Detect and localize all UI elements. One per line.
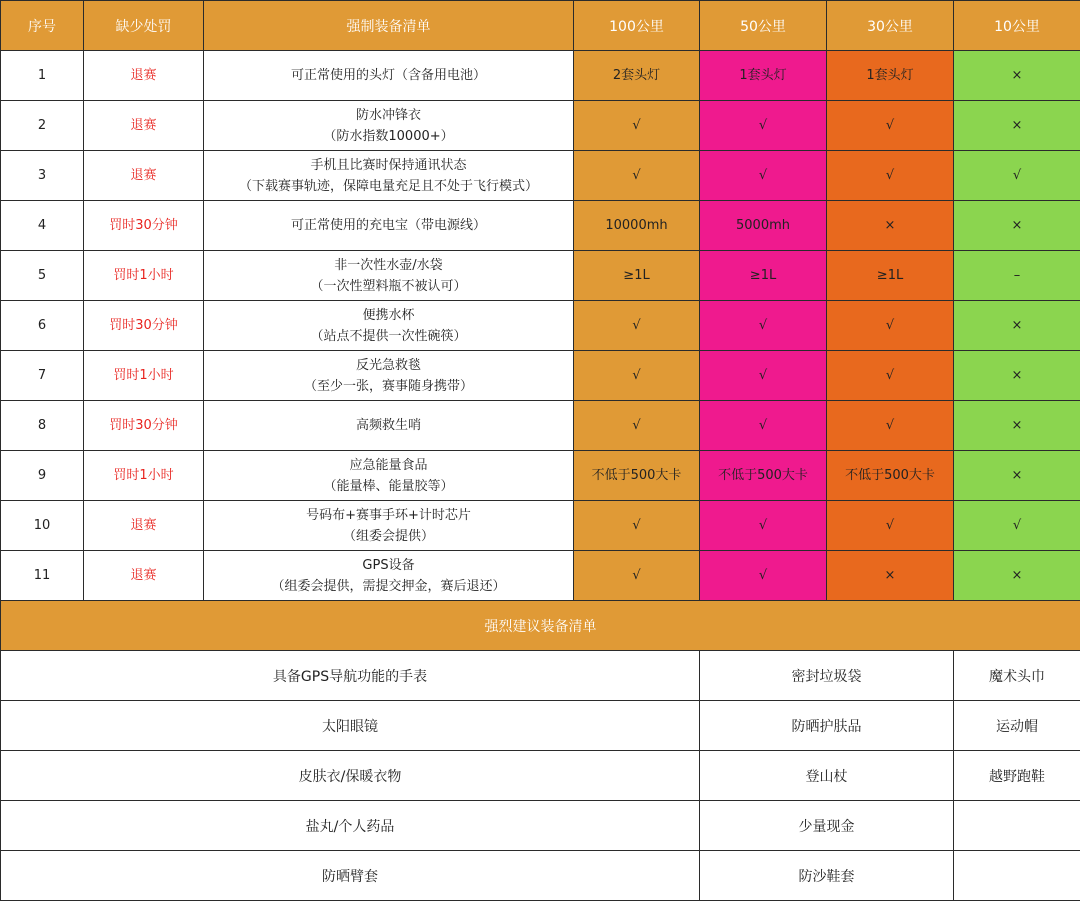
cell-50km: √ [700, 101, 827, 151]
recommended-title-row [1, 601, 1080, 651]
recommended-item: 盐丸/个人药品 [1, 801, 700, 851]
cell-30km: √ [827, 351, 954, 401]
row-number: 1 [1, 51, 84, 101]
item-cell [204, 401, 574, 451]
penalty-cell: 退赛 [84, 151, 204, 201]
item-line: （站点不提供一次性碗筷） [310, 328, 467, 344]
cell-10km: × [954, 301, 1080, 351]
cell-100km: √ [574, 351, 700, 401]
table-row [1, 151, 1080, 201]
header-50km: 50公里 [700, 1, 827, 51]
item-line: （一次性塑料瓶不被认可） [310, 278, 467, 294]
item-cell [204, 351, 574, 401]
item-line: （防水指数10000+） [323, 128, 454, 144]
item-line: （至少一张，赛事随身携带） [303, 378, 473, 394]
item-line: （下载赛事轨迹，保障电量充足且不处于飞行模式） [238, 178, 538, 194]
cell-50km: √ [700, 301, 827, 351]
item-cell [204, 301, 574, 351]
recommended-item [954, 851, 1080, 901]
row-number: 2 [1, 101, 84, 151]
cell-10km: × [954, 401, 1080, 451]
mandatory-body [1, 51, 1080, 601]
item-cell [204, 201, 574, 251]
item-line: 应急能量食品 [349, 457, 428, 473]
cell-50km: 1套头灯 [700, 51, 827, 101]
penalty-cell: 罚时1小时 [84, 351, 204, 401]
item-cell [204, 501, 574, 551]
item-line: 防水冲锋衣 [355, 107, 421, 123]
penalty-cell: 罚时1小时 [84, 451, 204, 501]
recommended-item: 登山杖 [700, 751, 954, 801]
table-row [1, 551, 1080, 601]
item-cell [204, 101, 574, 151]
cell-50km: √ [700, 501, 827, 551]
item-line: 可正常使用的充电宝（带电源线） [290, 218, 486, 233]
table-row [1, 501, 1080, 551]
recommended-item [954, 801, 1080, 851]
cell-10km: × [954, 51, 1080, 101]
item-line: 高频救生哨 [355, 418, 421, 433]
header-100km: 100公里 [574, 1, 700, 51]
item-cell [204, 51, 574, 101]
cell-10km: × [954, 351, 1080, 401]
row-number: 3 [1, 151, 84, 201]
recommended-item: 运动帽 [954, 701, 1080, 751]
row-number: 8 [1, 401, 84, 451]
cell-30km: √ [827, 101, 954, 151]
item-cell [204, 151, 574, 201]
item-line: GPS设备 [362, 557, 415, 573]
recommended-item: 太阳眼镜 [1, 701, 700, 751]
recommended-row [1, 701, 1080, 751]
table-row [1, 101, 1080, 151]
table-row [1, 401, 1080, 451]
table-row [1, 201, 1080, 251]
row-number: 10 [1, 501, 84, 551]
cell-50km: ≥1L [700, 251, 827, 301]
row-number: 5 [1, 251, 84, 301]
cell-30km: 1套头灯 [827, 51, 954, 101]
cell-50km: √ [700, 151, 827, 201]
penalty-cell: 罚时30分钟 [84, 301, 204, 351]
cell-50km: √ [700, 551, 827, 601]
item-line: 手机且比赛时保持通讯状态 [310, 157, 467, 173]
cell-30km: √ [827, 301, 954, 351]
cell-100km: ≥1L [574, 251, 700, 301]
item-cell [204, 251, 574, 301]
recommended-item: 防晒臂套 [1, 851, 700, 901]
recommended-item: 防沙鞋套 [700, 851, 954, 901]
penalty-cell: 退赛 [84, 551, 204, 601]
recommended-row [1, 751, 1080, 801]
cell-100km: 不低于500大卡 [574, 451, 700, 501]
recommended-row [1, 851, 1080, 901]
cell-100km: √ [574, 501, 700, 551]
cell-50km: √ [700, 401, 827, 451]
recommended-body [1, 601, 1080, 901]
row-number: 11 [1, 551, 84, 601]
cell-50km: 5000mh [700, 201, 827, 251]
cell-30km: ≥1L [827, 251, 954, 301]
item-line: 非一次性水壶/水袋 [334, 257, 443, 273]
item-cell [204, 451, 574, 501]
cell-100km: √ [574, 151, 700, 201]
cell-10km: × [954, 101, 1080, 151]
recommended-row [1, 801, 1080, 851]
header-10km: 10公里 [954, 1, 1080, 51]
header-penalty: 缺少处罚 [84, 1, 204, 51]
cell-50km: 不低于500大卡 [700, 451, 827, 501]
cell-50km: √ [700, 351, 827, 401]
cell-100km: √ [574, 301, 700, 351]
cell-10km: × [954, 201, 1080, 251]
table-row [1, 351, 1080, 401]
header-items: 强制装备清单 [204, 1, 574, 51]
cell-30km: √ [827, 151, 954, 201]
penalty-cell: 罚时30分钟 [84, 201, 204, 251]
item-line: （组委会提供，需提交押金，赛后退还） [271, 578, 506, 594]
row-number: 9 [1, 451, 84, 501]
row-number: 6 [1, 301, 84, 351]
penalty-cell: 罚时1小时 [84, 251, 204, 301]
table-row [1, 251, 1080, 301]
cell-30km: √ [827, 401, 954, 451]
cell-100km: 10000mh [574, 201, 700, 251]
item-line: 便携水杯 [362, 307, 415, 323]
item-line: （能量棒、能量胶等） [323, 478, 454, 494]
recommended-title: 强烈建议装备清单 [1, 601, 1080, 651]
penalty-cell: 退赛 [84, 51, 204, 101]
cell-10km: × [954, 551, 1080, 601]
penalty-cell: 退赛 [84, 501, 204, 551]
item-cell [204, 551, 574, 601]
recommended-item: 密封垃圾袋 [700, 651, 954, 701]
cell-10km: √ [954, 501, 1080, 551]
cell-100km: √ [574, 551, 700, 601]
cell-100km: 2套头灯 [574, 51, 700, 101]
cell-100km: √ [574, 401, 700, 451]
item-line: 反光急救毯 [355, 357, 421, 373]
header-row [1, 1, 1080, 51]
recommended-item: 皮肤衣/保暖衣物 [1, 751, 700, 801]
penalty-cell: 退赛 [84, 101, 204, 151]
penalty-cell: 罚时30分钟 [84, 401, 204, 451]
header-no: 序号 [1, 1, 84, 51]
item-line: 可正常使用的头灯（含备用电池） [290, 68, 486, 83]
cell-10km: √ [954, 151, 1080, 201]
cell-30km: 不低于500大卡 [827, 451, 954, 501]
item-line: 号码布+赛事手环+计时芯片 [306, 507, 471, 523]
recommended-item: 越野跑鞋 [954, 751, 1080, 801]
cell-100km: √ [574, 101, 700, 151]
row-number: 4 [1, 201, 84, 251]
recommended-item: 魔术头巾 [954, 651, 1080, 701]
row-number: 7 [1, 351, 84, 401]
table-row [1, 51, 1080, 101]
cell-10km: – [954, 251, 1080, 301]
item-line: （组委会提供） [342, 528, 434, 544]
cell-10km: × [954, 451, 1080, 501]
recommended-item: 具备GPS导航功能的手表 [1, 651, 700, 701]
cell-30km: × [827, 551, 954, 601]
recommended-row [1, 651, 1080, 701]
cell-30km: × [827, 201, 954, 251]
recommended-item: 少量现金 [700, 801, 954, 851]
table-row [1, 451, 1080, 501]
cell-30km: √ [827, 501, 954, 551]
table-row [1, 301, 1080, 351]
header-30km: 30公里 [827, 1, 954, 51]
recommended-item: 防晒护肤品 [700, 701, 954, 751]
